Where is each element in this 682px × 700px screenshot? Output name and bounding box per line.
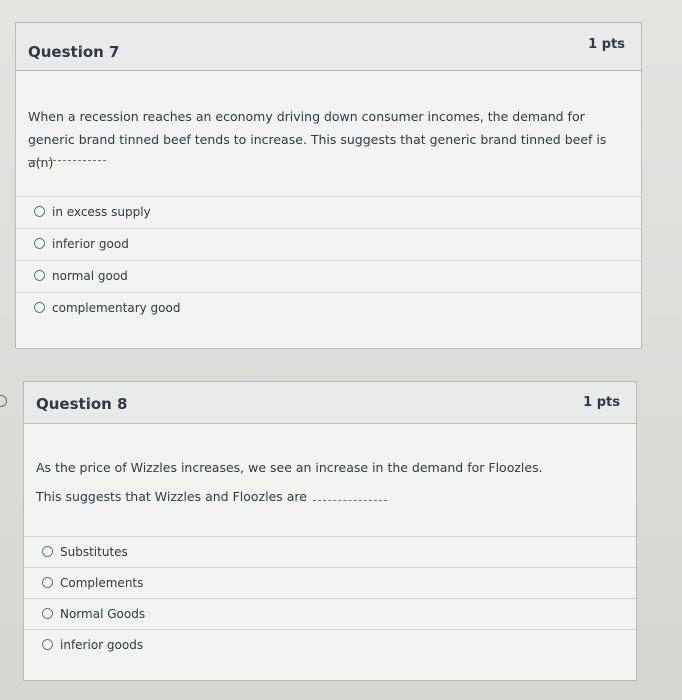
- answer-label: in excess supply: [52, 205, 151, 219]
- question-title: Question 8: [36, 395, 128, 413]
- answer-blank: [313, 490, 387, 501]
- answer-option[interactable]: [16, 196, 641, 228]
- answer-option[interactable]: [16, 228, 641, 260]
- answer-option[interactable]: [24, 598, 636, 629]
- answer-label: Normal Goods: [60, 607, 146, 621]
- radio-button[interactable]: [42, 577, 53, 588]
- answer-option[interactable]: [16, 260, 641, 292]
- answer-list: [16, 196, 641, 324]
- question-title: Question 7: [28, 43, 120, 61]
- question-header: [24, 382, 636, 424]
- question-card-8: [23, 381, 637, 681]
- question-text-continued: [36, 485, 387, 508]
- answer-option[interactable]: [24, 536, 636, 567]
- question-flag-icon[interactable]: [0, 395, 7, 407]
- question-text: When a recession reaches an economy driving down consumer incomes, the demand for generic brand tinned beef tends to increase. This suggests that generic brand tinned beef is a(n): [28, 109, 607, 170]
- question-text: As the price of Wizzles increases, we see an increase in the demand for Floozles.: [36, 460, 543, 475]
- answer-label: inferior goods: [60, 638, 144, 652]
- answer-option[interactable]: [24, 629, 636, 660]
- answer-blank: [28, 160, 106, 161]
- radio-button[interactable]: [42, 608, 53, 619]
- answer-list: [24, 536, 636, 660]
- answer-label: Substitutes: [60, 545, 128, 559]
- radio-button[interactable]: [34, 238, 45, 249]
- answer-label: Complements: [60, 576, 144, 590]
- radio-button[interactable]: [42, 546, 53, 557]
- radio-button[interactable]: [34, 302, 45, 313]
- radio-button[interactable]: [34, 206, 45, 217]
- question-points: 1 pts: [583, 395, 620, 410]
- answer-option[interactable]: [16, 292, 641, 324]
- question-card-7: [15, 22, 642, 349]
- question-header: [16, 23, 641, 71]
- question-points: 1 pts: [588, 37, 625, 52]
- question-text-line2: This suggests that Wizzles and Floozles are: [36, 489, 307, 504]
- radio-button[interactable]: [34, 270, 45, 281]
- answer-label: inferior good: [52, 237, 129, 251]
- answer-option[interactable]: [24, 567, 636, 598]
- answer-label: complementary good: [52, 301, 181, 315]
- radio-button[interactable]: [42, 639, 53, 650]
- answer-label: normal good: [52, 269, 128, 283]
